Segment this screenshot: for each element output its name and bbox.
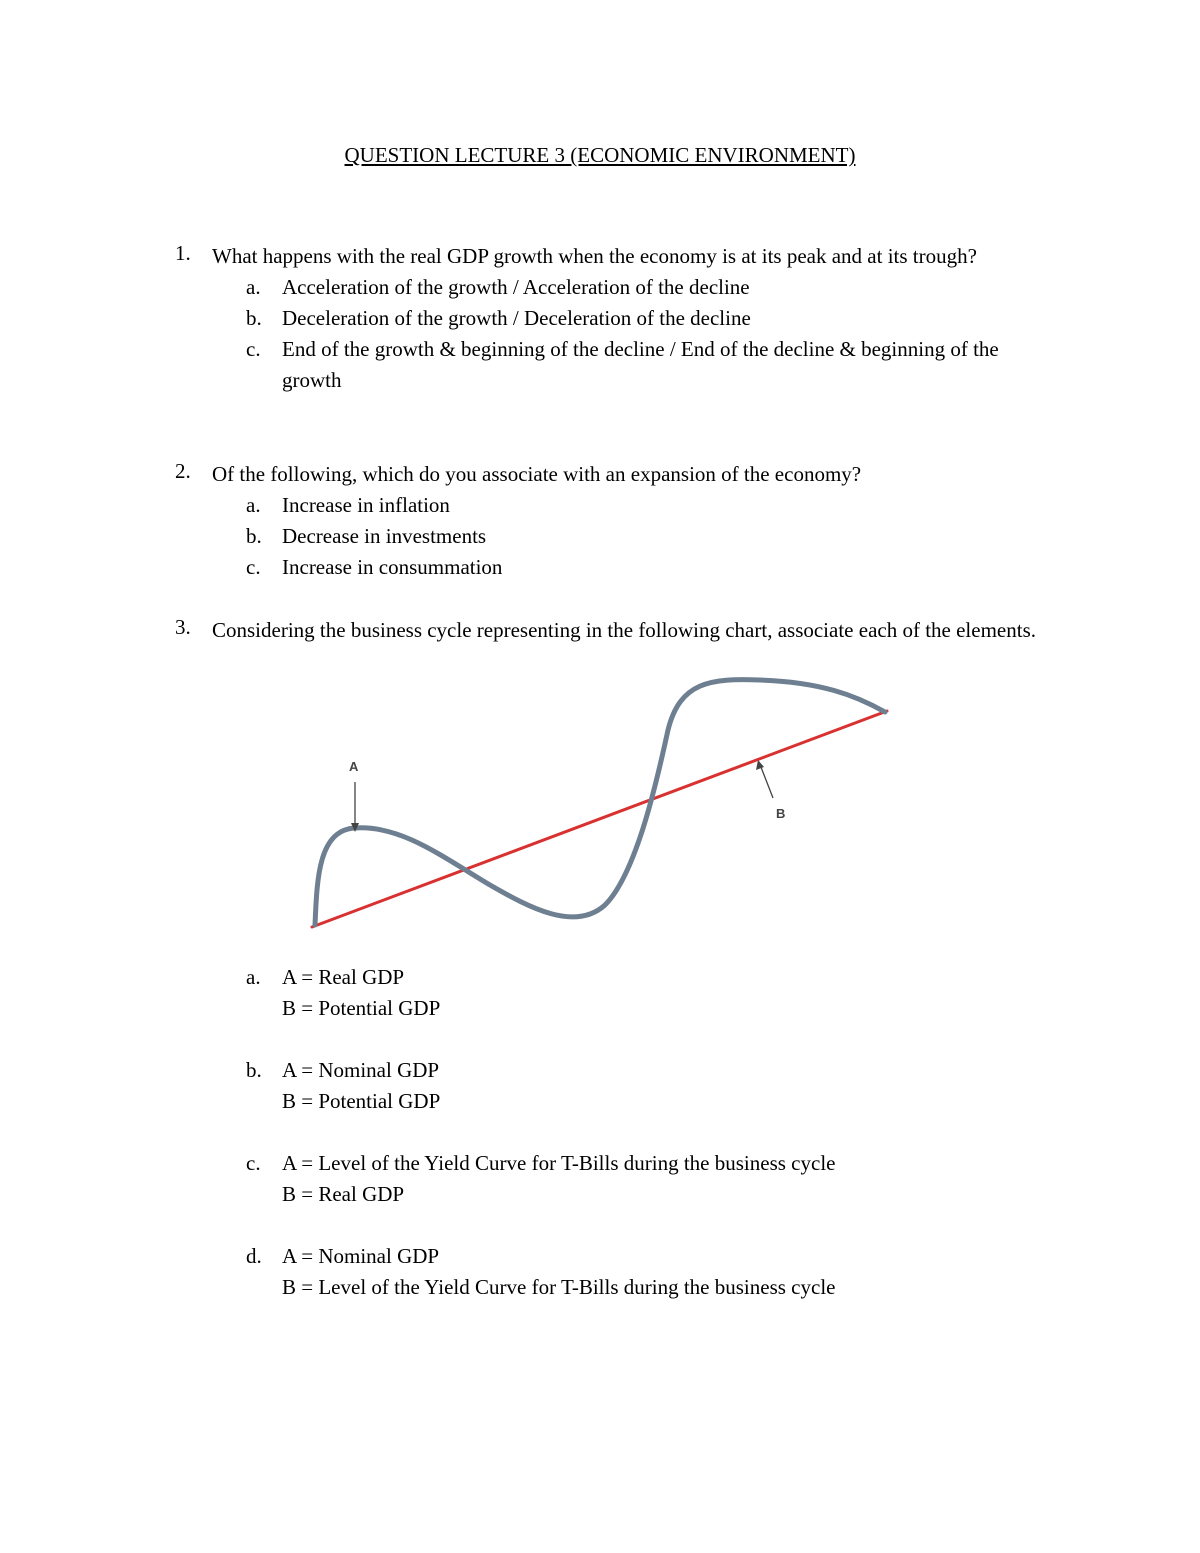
question-3	[175, 615, 1060, 646]
option-letter: b.	[246, 306, 262, 330]
question-number: 1.	[175, 241, 191, 265]
option-text: Deceleration of the growth / Deceleration of the decline	[282, 306, 751, 330]
option-line-a: A = Level of the Yield Curve for T-Bills during the business cycle	[282, 1151, 836, 1175]
option-letter: c.	[246, 1151, 261, 1175]
option-text: Increase in consummation	[282, 555, 503, 579]
option-letter: a.	[246, 493, 261, 517]
option-text: Decrease in investments	[282, 524, 487, 548]
question-3-options	[175, 962, 1060, 1334]
business-cycle-chart	[290, 670, 910, 940]
option-item	[246, 490, 1060, 521]
option-item	[246, 962, 1060, 1024]
option-letter: a.	[246, 275, 261, 299]
question-number: 2.	[175, 459, 191, 483]
option-letter: a.	[246, 965, 261, 989]
option-line-a: A = Nominal GDP	[282, 1058, 440, 1082]
option-letter: d.	[246, 1244, 262, 1268]
question-2	[175, 459, 1060, 583]
option-item	[246, 272, 1060, 303]
option-letter: b.	[246, 524, 262, 548]
option-line-a: A = Real GDP	[282, 965, 405, 989]
business-cycle-svg	[290, 670, 910, 940]
option-line-b: B = Potential GDP	[282, 1089, 441, 1113]
option-text: Increase in inflation	[282, 493, 450, 517]
cycle-curve	[315, 680, 885, 925]
question-text: What happens with the real GDP growth when the economy is at its peak and at its trough?	[212, 244, 977, 268]
option-text: End of the growth & beginning of the decline / End of the decline & beginning of the growth	[282, 337, 999, 392]
option-item	[246, 1055, 1060, 1117]
option-item	[246, 334, 1060, 396]
trend-line	[312, 711, 887, 927]
option-item	[246, 303, 1060, 334]
question-number: 3.	[175, 615, 191, 639]
question-text: Considering the business cycle representing in the following chart, associate each of the elements.	[212, 618, 1036, 642]
label-b: B	[776, 806, 786, 821]
option-line-b: B = Real GDP	[282, 1182, 405, 1206]
label-a: A	[349, 759, 359, 774]
option-line-b: B = Potential GDP	[282, 996, 441, 1020]
option-item	[246, 1241, 1060, 1303]
option-item	[246, 1148, 1060, 1210]
option-text: Acceleration of the growth / Acceleration of the decline	[282, 275, 750, 299]
option-item	[246, 552, 1060, 583]
option-list	[175, 490, 1060, 583]
option-letter: b.	[246, 1058, 262, 1082]
page-title: QUESTION LECTURE 3 (ECONOMIC ENVIRONMENT)	[344, 143, 856, 167]
option-letter: c.	[246, 337, 261, 361]
option-line-b: B = Level of the Yield Curve for T-Bills during the business cycle	[282, 1275, 836, 1299]
option-item	[246, 521, 1060, 552]
option-list	[175, 272, 1060, 396]
arrow-b-head	[756, 760, 764, 770]
option-letter: c.	[246, 555, 261, 579]
question-1	[175, 241, 1060, 396]
option-line-a: A = Nominal GDP	[282, 1244, 440, 1268]
question-text: Of the following, which do you associate with an expansion of the economy?	[212, 462, 862, 486]
